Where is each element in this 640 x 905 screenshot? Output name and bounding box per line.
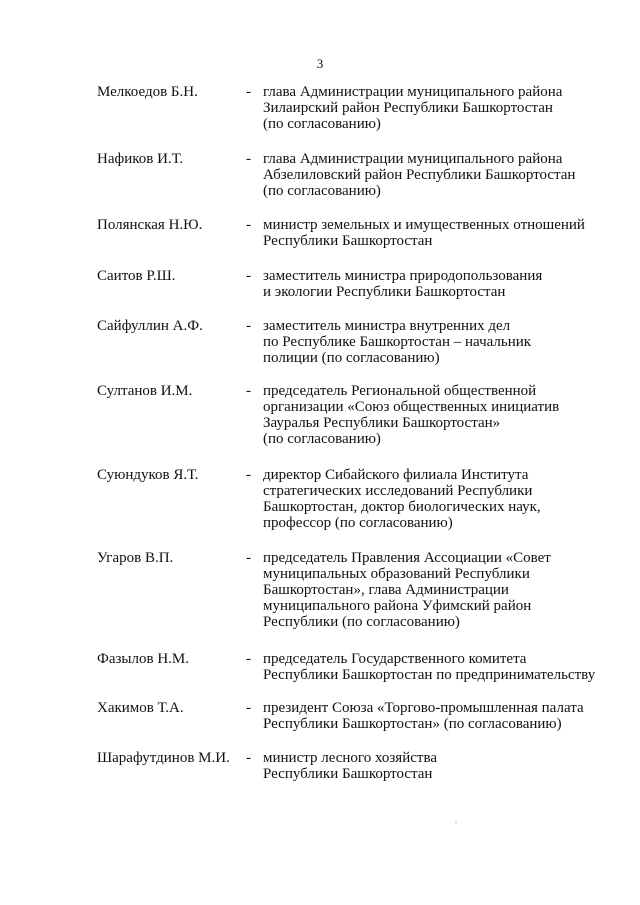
role-line: заместитель министра внутренних дел (263, 318, 511, 334)
role-line: министр лесного хозяйства (263, 750, 437, 766)
member-role (263, 151, 613, 199)
dash-separator: - (246, 651, 251, 667)
member-role (263, 651, 613, 683)
dash-separator: - (246, 151, 251, 167)
member-name: Мелкоедов Б.Н. (97, 84, 198, 100)
member-name: Султанов И.М. (97, 383, 193, 399)
role-line: Зауралья Республики Башкортостан» (263, 415, 501, 431)
dash-separator: - (246, 700, 251, 716)
member-name: Сайфуллин А.Ф. (97, 318, 203, 334)
member-role (263, 383, 613, 447)
member-role (263, 467, 613, 531)
member-name: Полянская Н.Ю. (97, 217, 203, 233)
member-name: Шарафутдинов М.И. (97, 750, 230, 766)
member-role (263, 700, 613, 732)
role-line: председатель Государственного комитета (263, 651, 527, 667)
role-line: Абзелиловский район Республики Башкортостан (263, 167, 576, 183)
role-line: председатель Правления Ассоциации «Совет (263, 550, 551, 566)
dash-separator: - (246, 467, 251, 483)
role-line: (по согласованию) (263, 431, 381, 447)
member-role (263, 550, 613, 630)
role-line: Башкортостан, доктор биологических наук, (263, 499, 541, 515)
page-number: 3 (316, 56, 324, 71)
role-line: (по согласованию) (263, 183, 381, 199)
scan-speck (455, 822, 457, 823)
member-name: Хакимов Т.А. (97, 700, 184, 716)
member-name: Фазылов Н.М. (97, 651, 189, 667)
member-name: Суюндуков Я.Т. (97, 467, 199, 483)
dash-separator: - (246, 318, 251, 334)
role-line: муниципальных образований Республики (263, 566, 530, 582)
role-line: Республики Башкортостан» (по согласованию) (263, 716, 562, 732)
dash-separator: - (246, 268, 251, 284)
role-line: директор Сибайского филиала Института (263, 467, 529, 483)
member-name: Нафиков И.Т. (97, 151, 184, 167)
role-line: муниципального района Уфимский район (263, 598, 532, 614)
role-line: организации «Союз общественных инициатив (263, 399, 560, 415)
member-name: Саитов Р.Ш. (97, 268, 176, 284)
role-line: профессор (по согласованию) (263, 515, 453, 531)
role-line: президент Союза «Торгово-промышленная палата (263, 700, 584, 716)
role-line: Зилаирский район Республики Башкортостан (263, 100, 553, 116)
role-line: Башкортостан», глава Администрации (263, 582, 509, 598)
role-line: Республики Башкортостан по предпринимательству (263, 667, 596, 683)
role-line: по Республике Башкортостан – начальник (263, 334, 532, 350)
role-line: глава Администрации муниципального района (263, 84, 563, 100)
member-role (263, 268, 613, 300)
role-line: Республики Башкортостан (263, 766, 433, 782)
dash-separator: - (246, 383, 251, 399)
role-line: Республики (по согласованию) (263, 614, 460, 630)
role-line: и экологии Республики Башкортостан (263, 284, 506, 300)
dash-separator: - (246, 84, 251, 100)
role-line: полиции (по согласованию) (263, 350, 440, 366)
dash-separator: - (246, 550, 251, 566)
member-role (263, 750, 613, 782)
member-name: Угаров В.П. (97, 550, 174, 566)
dash-separator: - (246, 750, 251, 766)
role-line: заместитель министра природопользования (263, 268, 543, 284)
role-line: (по согласованию) (263, 116, 381, 132)
role-line: глава Администрации муниципального района (263, 151, 563, 167)
role-line: министр земельных и имущественных отношений (263, 217, 585, 233)
role-line: председатель Региональной общественной (263, 383, 537, 399)
member-role (263, 84, 613, 132)
dash-separator: - (246, 217, 251, 233)
role-line: Республики Башкортостан (263, 233, 433, 249)
member-role (263, 217, 613, 249)
member-role (263, 318, 613, 366)
role-line: стратегических исследований Республики (263, 483, 533, 499)
